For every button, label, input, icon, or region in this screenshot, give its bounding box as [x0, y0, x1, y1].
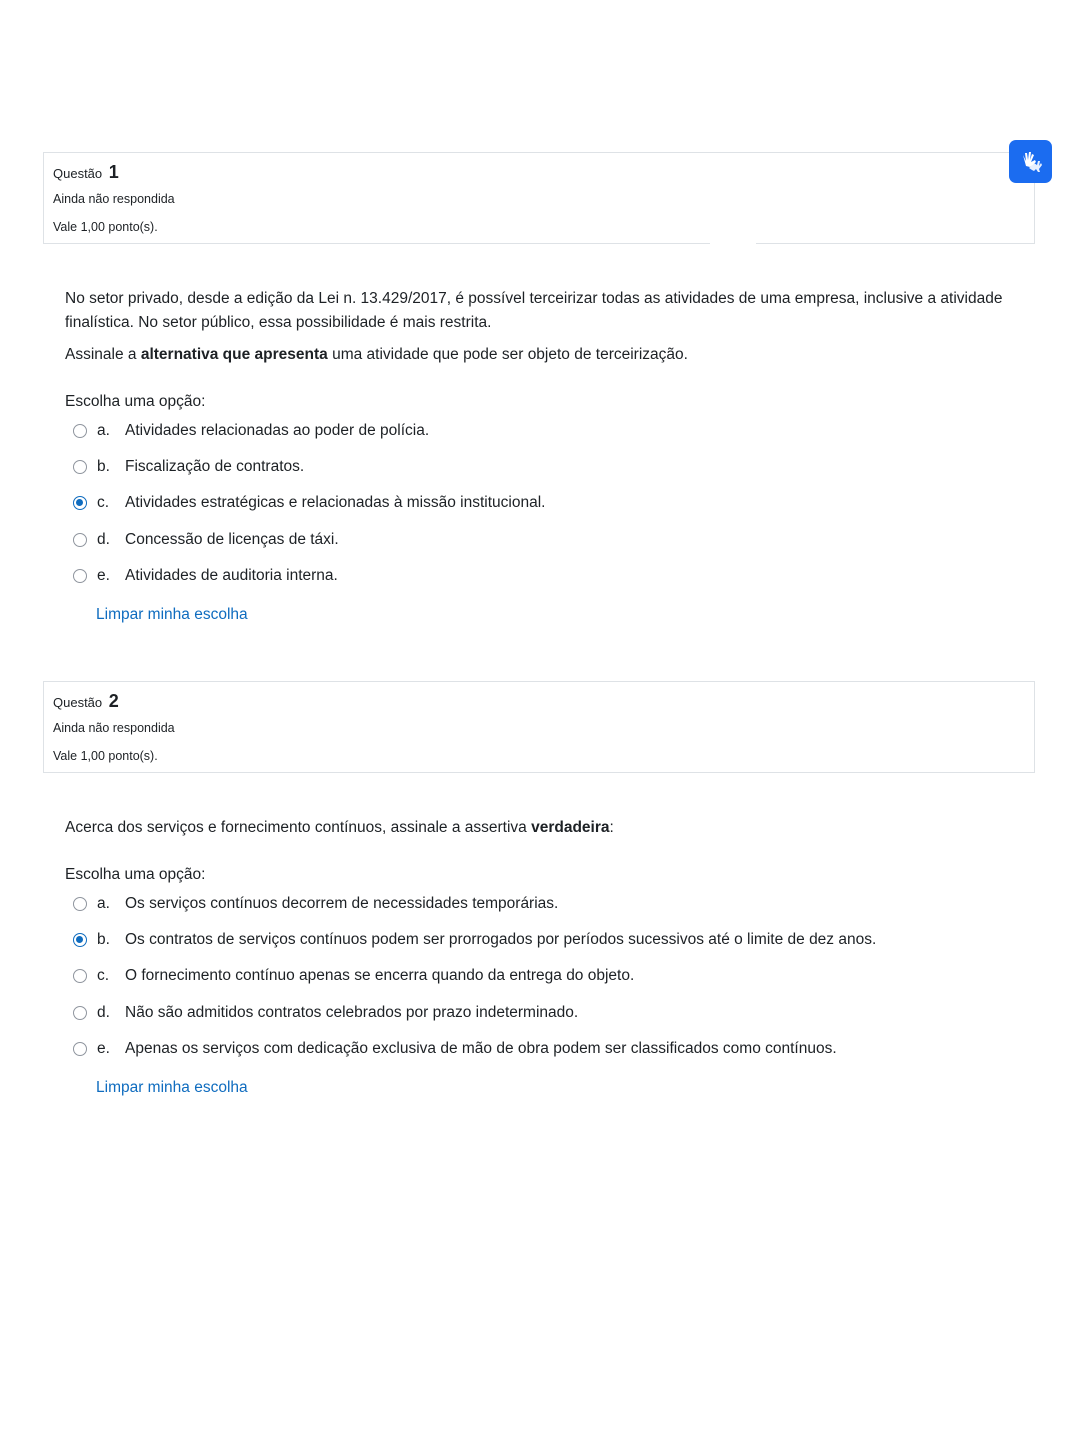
question-1-option-e[interactable] [73, 564, 338, 588]
vlibras-hands-icon [1017, 148, 1045, 176]
question-1-info [43, 152, 1035, 244]
question-status: Ainda não respondida [53, 192, 175, 206]
option-text: Os contratos de serviços contínuos podem ser prorrogados por períodos sucessivos até o limite de dez anos. [125, 931, 877, 948]
question-1-option-b[interactable] [73, 455, 304, 479]
radio-button[interactable] [73, 969, 87, 983]
question-number: Questão 2 [53, 691, 119, 711]
option-text: Atividades estratégicas e relacionadas à missão institucional. [125, 494, 546, 511]
option-text: Os serviços contínuos decorrem de necessidades temporárias. [125, 895, 559, 912]
option-letter: d. [97, 531, 110, 548]
option-text: Concessão de licenças de táxi. [125, 531, 339, 548]
radio-button[interactable] [73, 569, 87, 583]
question-2-option-e[interactable] [73, 1037, 837, 1061]
option-letter: a. [97, 422, 110, 439]
radio-button[interactable] [73, 1042, 87, 1056]
question-1-option-c[interactable] [73, 491, 545, 515]
option-text: Atividades de auditoria interna. [125, 567, 338, 584]
option-letter: c. [97, 967, 110, 984]
choose-option-prompt: Escolha uma opção: [65, 866, 206, 883]
option-letter: b. [97, 931, 110, 948]
option-text: Não são admitidos contratos celebrados por prazo indeterminado. [125, 1004, 579, 1021]
question-2-info [43, 681, 1035, 773]
question-2-option-d[interactable] [73, 1001, 578, 1025]
vlibras-button[interactable] [1009, 140, 1052, 183]
radio-button[interactable] [73, 424, 87, 438]
option-letter: b. [97, 458, 110, 475]
radio-button-selected[interactable] [73, 496, 87, 510]
question-1-text: No setor privado, desde a edição da Lei n. 13.429/2017, é possível terceirizar todas as atividades de uma empresa, inclusive a atividade finalística. No setor público, essa possibilidade é mais restrita. [65, 290, 1003, 331]
option-letter: e. [97, 567, 110, 584]
question-1-option-d[interactable] [73, 528, 339, 552]
clear-choice-link[interactable]: Limpar minha escolha [96, 1079, 248, 1096]
question-2-option-b[interactable] [73, 928, 876, 952]
question-1-instruction: Assinale a alternativa que apresenta uma atividade que pode ser objeto de terceirização. [65, 346, 688, 363]
radio-button[interactable] [73, 533, 87, 547]
question-2-instruction: Acerca dos serviços e fornecimento contínuos, assinale a assertiva verdadeira: [65, 819, 614, 836]
radio-button[interactable] [73, 897, 87, 911]
choose-option-prompt: Escolha uma opção: [65, 393, 206, 410]
option-text: Apenas os serviços com dedicação exclusiva de mão de obra podem ser classificados como contínuos. [125, 1040, 837, 1057]
question-2-option-a[interactable] [73, 892, 558, 916]
clear-choice-link[interactable]: Limpar minha escolha [96, 606, 248, 623]
question-number: Questão 1 [53, 162, 119, 182]
question-points: Vale 1,00 ponto(s). [53, 749, 158, 763]
question-2-option-c[interactable] [73, 964, 634, 988]
option-letter: a. [97, 895, 110, 912]
radio-button[interactable] [73, 460, 87, 474]
radio-button-selected[interactable] [73, 933, 87, 947]
question-1-option-a[interactable] [73, 419, 429, 443]
option-letter: c. [97, 494, 110, 511]
option-text: O fornecimento contínuo apenas se encerra quando da entrega do objeto. [125, 967, 635, 984]
option-text: Atividades relacionadas ao poder de polícia. [125, 422, 430, 439]
option-letter: d. [97, 1004, 110, 1021]
option-letter: e. [97, 1040, 110, 1057]
option-text: Fiscalização de contratos. [125, 458, 305, 475]
question-points: Vale 1,00 ponto(s). [53, 220, 158, 234]
radio-button[interactable] [73, 1006, 87, 1020]
question-status: Ainda não respondida [53, 721, 175, 735]
